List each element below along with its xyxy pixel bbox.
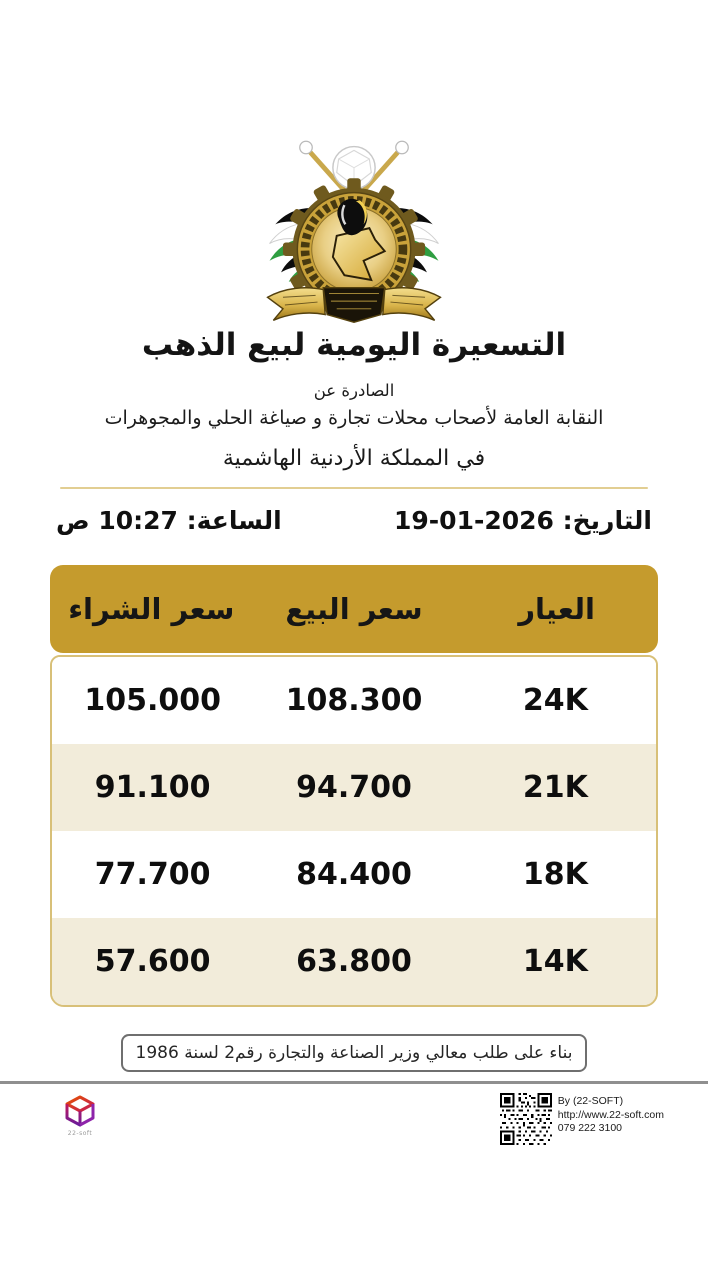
sell-price-value: 94.700: [296, 770, 412, 805]
buy-price-value: 77.700: [94, 857, 211, 892]
logo-container: [0, 0, 708, 328]
software-credit: [500, 1093, 664, 1145]
gold-divider: [60, 487, 648, 489]
bottom-separator: [0, 1081, 708, 1084]
qr-code-icon: [500, 1093, 552, 1145]
date-time-row: [0, 504, 708, 538]
time-label: الساعة:: [186, 506, 282, 535]
credit-phone: 079 222 3100: [557, 1122, 623, 1134]
table-row: [52, 657, 656, 744]
credit-url: http://www.22-soft.com: [557, 1108, 664, 1121]
sell-price-value: 63.800: [296, 944, 412, 979]
branding-bar: [0, 1093, 708, 1145]
cube-logo-icon: [63, 1093, 97, 1129]
karat-value: 24K: [522, 683, 588, 718]
header-sell-price: سعر البيع: [285, 592, 423, 626]
country-line: في المملكة الأردنية الهاشمية: [222, 446, 486, 471]
issued-by-label: الصادرة عن: [313, 381, 395, 400]
page-title: التسعيرة اليومية لبيع الذهب: [141, 327, 567, 363]
buy-price-value: 105.000: [84, 683, 221, 718]
buy-price-value: 57.600: [94, 944, 211, 979]
date-value: 19-01-2026: [394, 506, 554, 535]
syndicate-emblem-icon: [229, 136, 479, 328]
time-value: 10:27 ص: [56, 506, 178, 535]
ribbon-banner-icon: [268, 288, 441, 323]
sell-price-value: 108.300: [285, 683, 423, 718]
table-row: [52, 918, 656, 1005]
time-field: [56, 504, 282, 538]
buy-price-value: 91.100: [94, 770, 211, 805]
table-row: [52, 744, 656, 831]
table-body: [50, 655, 658, 1007]
table-header-row: [50, 565, 658, 653]
decree-note: بناء على طلب معالي وزير الصناعة والتجارة رقم2 لسنة 1986: [121, 1034, 588, 1072]
cube-caption: 22-soft: [67, 1130, 93, 1137]
credit-text: [558, 1093, 664, 1136]
sell-price-value: 84.400: [296, 857, 412, 892]
cube-brand: [58, 1093, 102, 1137]
header-buy-price: سعر الشراء: [68, 592, 235, 626]
gold-price-table: [50, 565, 658, 1007]
header-karat: العيار: [518, 592, 595, 626]
credit-by-line: By (22-SOFT): [557, 1095, 624, 1107]
karat-value: 14K: [522, 944, 588, 979]
date-field: [394, 504, 652, 538]
date-label: التاريخ:: [562, 506, 652, 535]
karat-value: 21K: [522, 770, 588, 805]
table-row: [52, 831, 656, 918]
karat-value: 18K: [522, 857, 588, 892]
issuer-name: النقابة العامة لأصحاب محلات تجارة و صياغة الحلي والمجوهرات: [104, 407, 604, 429]
